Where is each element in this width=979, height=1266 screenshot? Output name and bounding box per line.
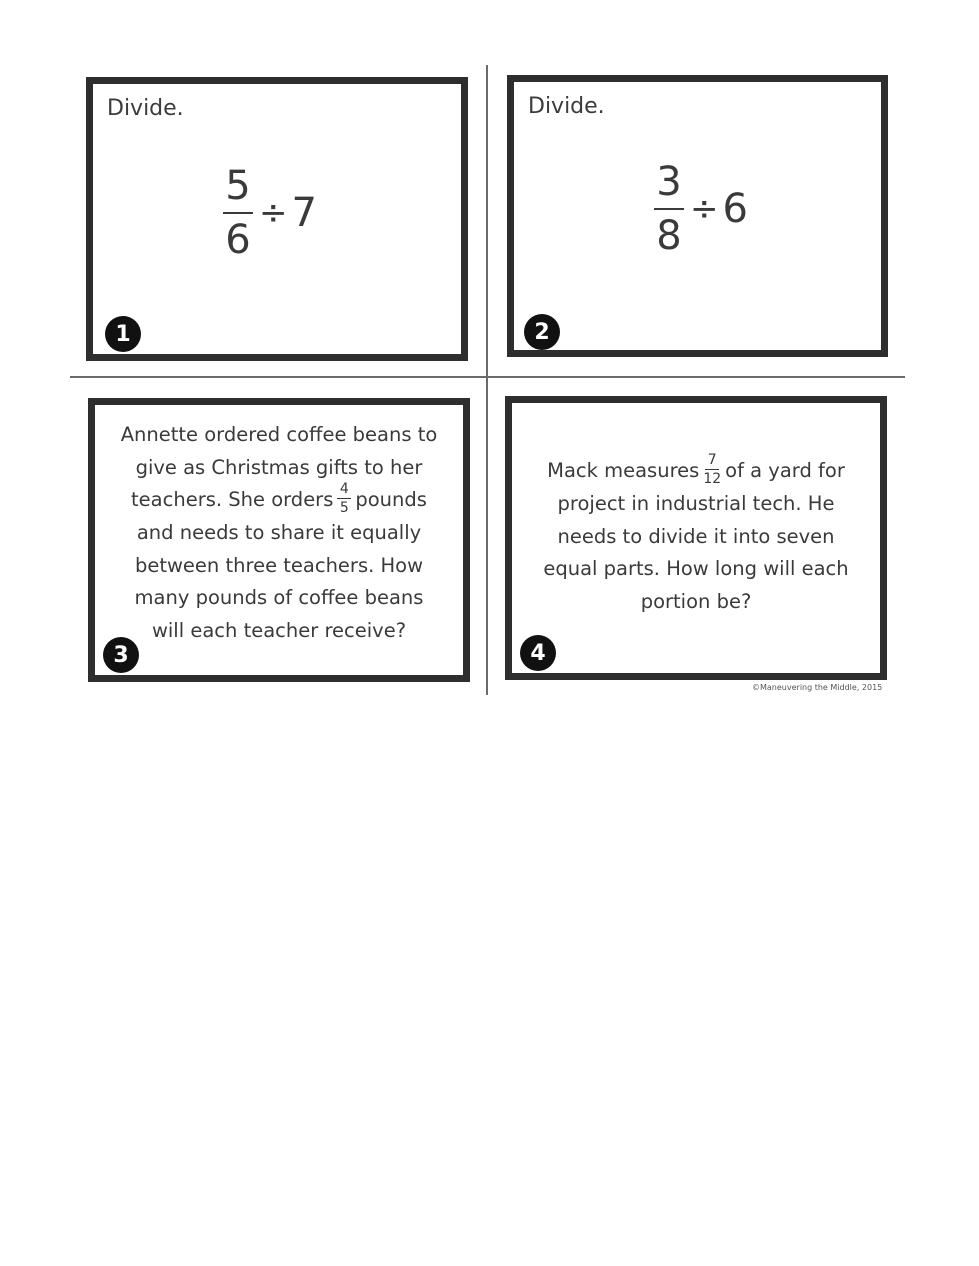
card-prompt: Divide. [107, 96, 184, 121]
card-number-badge: 3 [103, 637, 139, 673]
problem-line: teachers. She orders [131, 488, 334, 511]
cut-line-vertical [486, 65, 488, 695]
fraction-denominator: 5 [339, 500, 349, 516]
problem-line: give as Christmas gifts to her [135, 455, 423, 479]
inline-fraction [337, 482, 351, 515]
problem-line: and needs to share it equally [136, 521, 422, 544]
problem-line: will each teacher receive? [151, 618, 407, 642]
problem-line: Annette ordered coffee beans to [120, 423, 438, 446]
word-problem [520, 452, 872, 618]
divide-operator: ÷ [259, 193, 288, 233]
fraction [223, 163, 253, 263]
problem-line: portion be? [640, 589, 752, 613]
problem-line: pounds [355, 488, 427, 511]
fraction-bar [705, 469, 719, 470]
problem-line: needs to divide it into seven [557, 524, 835, 548]
task-card-2 [507, 75, 888, 357]
problem-line: equal parts. How long will each [543, 557, 849, 580]
card-number-badge: 2 [524, 314, 560, 350]
problem-line: many pounds of coffee beans [134, 586, 424, 609]
fraction-numerator: 4 [339, 481, 349, 497]
card-number-badge: 1 [105, 316, 141, 352]
fraction-bar [337, 498, 351, 499]
problem-line: of a yard for [725, 459, 845, 482]
fraction [654, 159, 684, 259]
task-card-1 [86, 77, 468, 361]
divisor: 7 [291, 190, 317, 236]
task-card-3 [88, 398, 470, 682]
problem-line: between three teachers. How [134, 553, 424, 577]
problem-line: Mack measures [547, 459, 700, 482]
fraction-numerator: 7 [707, 452, 717, 468]
divide-operator: ÷ [690, 189, 719, 229]
inline-fraction [703, 453, 721, 486]
division-expression [654, 159, 748, 259]
fraction-denominator: 6 [225, 217, 251, 263]
task-card-4 [505, 396, 887, 680]
division-expression [223, 163, 317, 263]
fraction-denominator: 12 [703, 471, 722, 487]
fraction-numerator: 3 [656, 159, 682, 205]
card-prompt: Divide. [528, 94, 605, 119]
divisor: 6 [722, 186, 748, 232]
copyright-notice: ©Maneuvering the Middle, 2015 [752, 683, 883, 692]
card-number-badge: 4 [520, 635, 556, 671]
fraction-numerator: 5 [225, 163, 251, 209]
fraction-denominator: 8 [656, 213, 682, 259]
problem-line: project in industrial tech. He [557, 492, 835, 515]
cut-line-horizontal [70, 376, 905, 378]
word-problem [103, 419, 455, 647]
